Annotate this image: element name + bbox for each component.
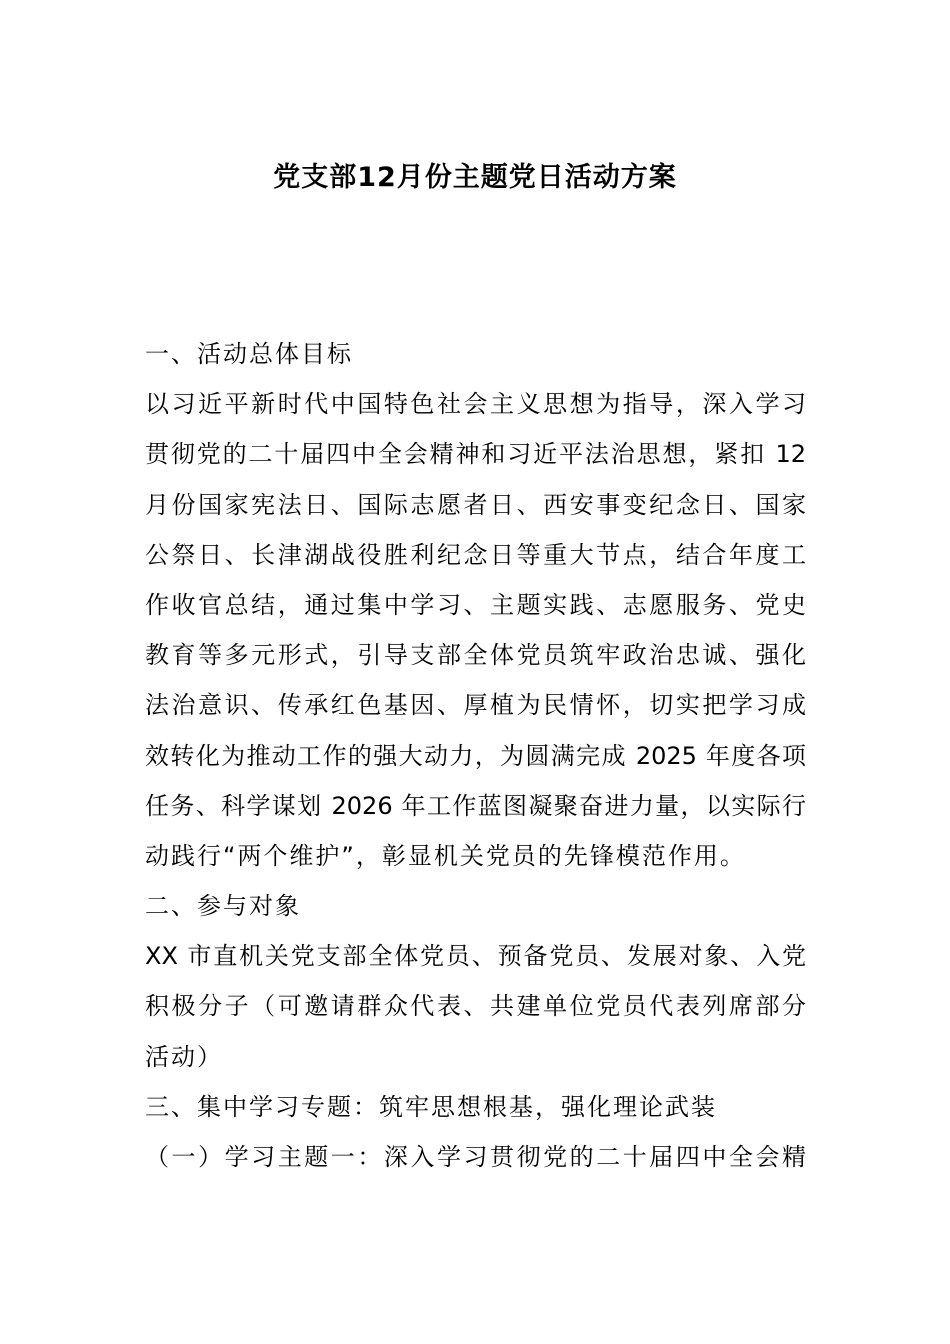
paragraph-line: 活动） — [145, 1042, 223, 1071]
paragraph-line: 月份国家宪法日、国际志愿者日、西安事变纪念日、国家 — [145, 490, 806, 519]
document-body — [145, 333, 806, 1186]
paragraph-line: 效转化为推动工作的强大动力，为圆满完成 2025 年度各项 — [145, 741, 806, 770]
paragraph-line: XX 市直机关党支部全体党员、预备党员、发展对象、入党 — [145, 942, 806, 971]
paragraph-line: 法治意识、传承红色基因、厚植为民情怀，切实把学习成 — [145, 691, 806, 720]
paragraph-line: 以习近平新时代中国特色社会主义思想为指导，深入学习 — [145, 390, 806, 419]
paragraph-line: 作收官总结，通过集中学习、主题实践、志愿服务、党史 — [145, 590, 806, 619]
section-heading: 一、活动总体目标 — [145, 340, 353, 368]
subsection-heading: （一）学习主题一：深入学习贯彻党的二十届四中全会精 — [145, 1143, 806, 1171]
section-heading: 二、参与对象 — [145, 892, 301, 921]
paragraph-line: 任务、科学谋划 2026 年工作蓝图凝聚奋进力量，以实际行 — [145, 791, 806, 820]
paragraph-line: 贯彻党的二十届四中全会精神和习近平法治思想，紧扣 12 — [145, 440, 806, 469]
paragraph-line: 公祭日、长津湖战役胜利纪念日等重大节点，结合年度工 — [145, 540, 806, 569]
section-heading: 三、集中学习专题：筑牢思想根基，强化理论武装 — [145, 1092, 717, 1121]
document-title: 党支部12月份主题党日活动方案 — [273, 162, 677, 193]
paragraph-line: 积极分子（可邀请群众代表、共建单位党员代表列席部分 — [145, 992, 806, 1021]
paragraph-line: 动践行“两个维护”，彰显机关党员的先锋模范作用。 — [145, 841, 746, 870]
paragraph-line: 教育等多元形式，引导支部全体党员筑牢政治忠诚、强化 — [145, 641, 806, 670]
